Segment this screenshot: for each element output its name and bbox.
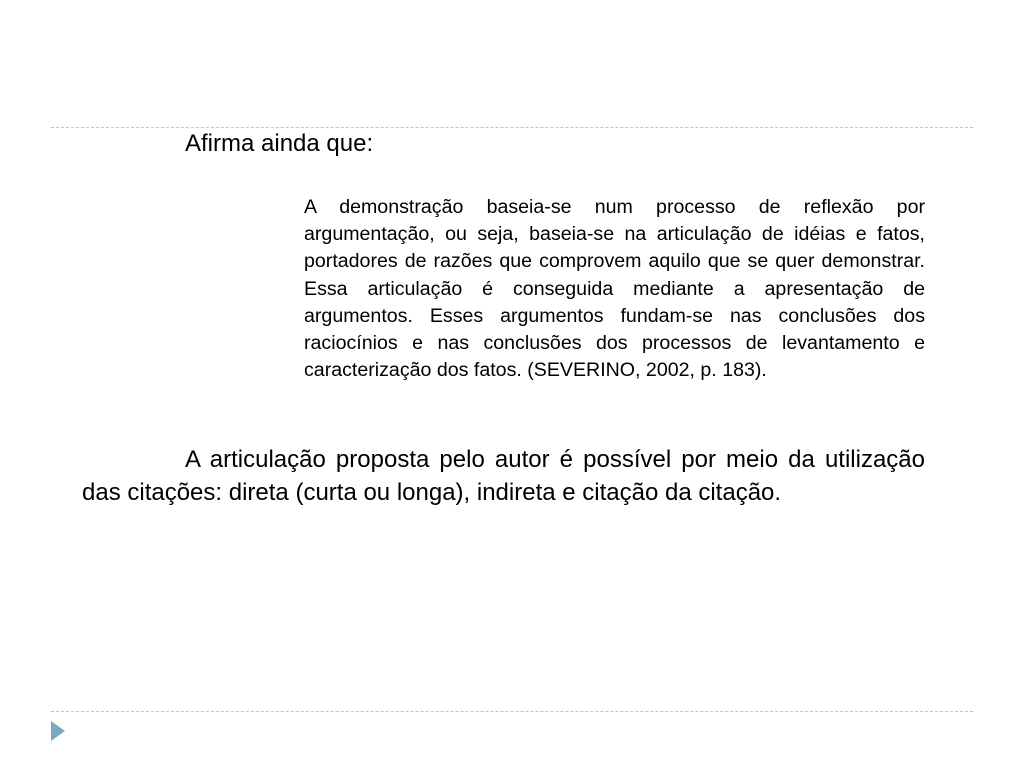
play-triangle-icon[interactable] xyxy=(51,721,65,741)
block-quote: A demonstração baseia-se num processo de reflexão por argumentação, ou seja, baseia-se na articulação de idéias e fatos, portadores de razões que comprovem aquilo que se quer demonstrar. Essa articulação é conseguida mediante a apresentação de argumentos. Esses argumentos fundam-se nas conclusões dos raciocínios e nas conclusões dos processos de levantamento e caracterização dos fatos. (SEVERINO, 2002, p. 183). xyxy=(304,196,925,382)
intro-text: Afirma ainda que: xyxy=(185,130,374,157)
body-paragraph: A articulação proposta pelo autor é possível por meio da utilização das citações: direta (curta ou longa), indireta e citação da citação. xyxy=(82,446,925,506)
bottom-divider xyxy=(51,711,973,712)
